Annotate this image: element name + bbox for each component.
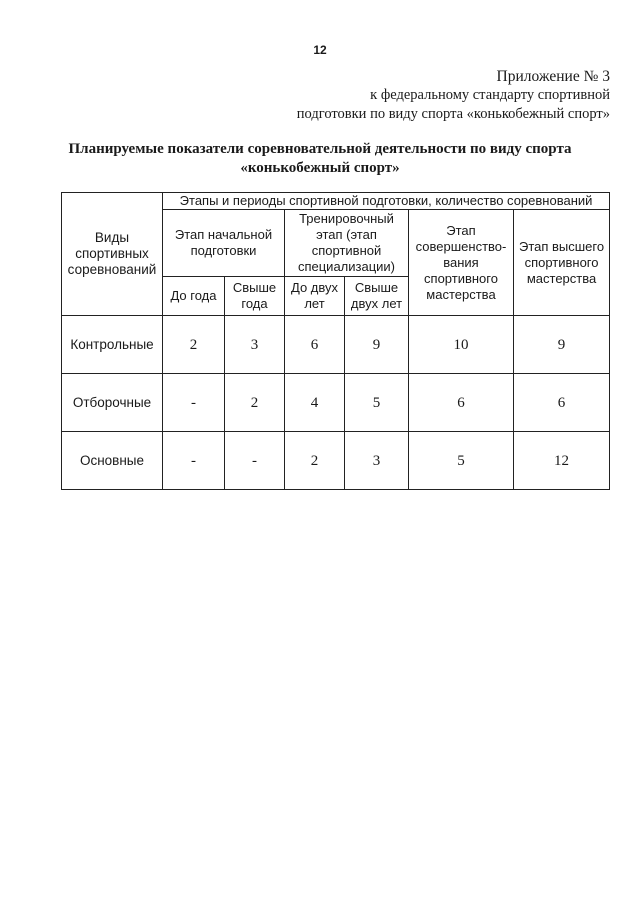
row-label: Контрольные — [62, 316, 163, 374]
table-cell: 6 — [409, 374, 514, 432]
table-cell: 6 — [514, 374, 610, 432]
table-cell: 5 — [345, 374, 409, 432]
table-cell: 5 — [409, 432, 514, 490]
document-title — [0, 140, 640, 178]
table-cell: 2 — [163, 316, 225, 374]
stage-initial-header: Этап начальной подготовки — [163, 210, 285, 277]
table-cell: 3 — [345, 432, 409, 490]
sub-up-to-two-header: До двух лет — [285, 277, 345, 316]
row-label: Отборочные — [62, 374, 163, 432]
table-cell: - — [163, 374, 225, 432]
sub-over-two-header: Свыше двух лет — [345, 277, 409, 316]
page-number: 12 — [313, 43, 327, 57]
table-cell: 2 — [225, 374, 285, 432]
document-title-line-2: «конькобежный спорт» — [240, 160, 400, 176]
table-cell: - — [225, 432, 285, 490]
document-title-line-1: Планируемые показатели соревновательной деятельности по виду спорта — [68, 141, 572, 157]
table-cell: 10 — [409, 316, 514, 374]
table-cell: 9 — [345, 316, 409, 374]
table-cell: 2 — [285, 432, 345, 490]
competition-table — [61, 192, 610, 490]
group-header: Этапы и периоды спортивной подготовки, количество соревнований — [163, 193, 610, 210]
table-row — [62, 316, 610, 374]
appendix-line-3: подготовки по виду спорта «конькобежный спорт» — [296, 106, 610, 122]
sub-up-to-year-header: До года — [163, 277, 225, 316]
table-row — [62, 432, 610, 490]
stage-improvement-header: Этап совершенство-вания спортивного мастерства — [409, 210, 514, 316]
stage-training-header: Тренировочный этап (этап спортивной специализации) — [285, 210, 409, 277]
appendix-line-1: Приложение № 3 — [496, 68, 610, 85]
table-cell: 9 — [514, 316, 610, 374]
stage-higher-header: Этап высшего спортивного мастерства — [514, 210, 610, 316]
sub-over-year-header: Свыше года — [225, 277, 285, 316]
appendix-header — [297, 67, 610, 124]
table-cell: 12 — [514, 432, 610, 490]
table-cell: 6 — [285, 316, 345, 374]
corner-header: Виды спортивных соревнований — [62, 193, 163, 316]
table-cell: 4 — [285, 374, 345, 432]
table-row — [62, 374, 610, 432]
table-cell: 3 — [225, 316, 285, 374]
appendix-line-2: к федеральному стандарту спортивной — [370, 87, 610, 103]
table-cell: - — [163, 432, 225, 490]
row-label: Основные — [62, 432, 163, 490]
